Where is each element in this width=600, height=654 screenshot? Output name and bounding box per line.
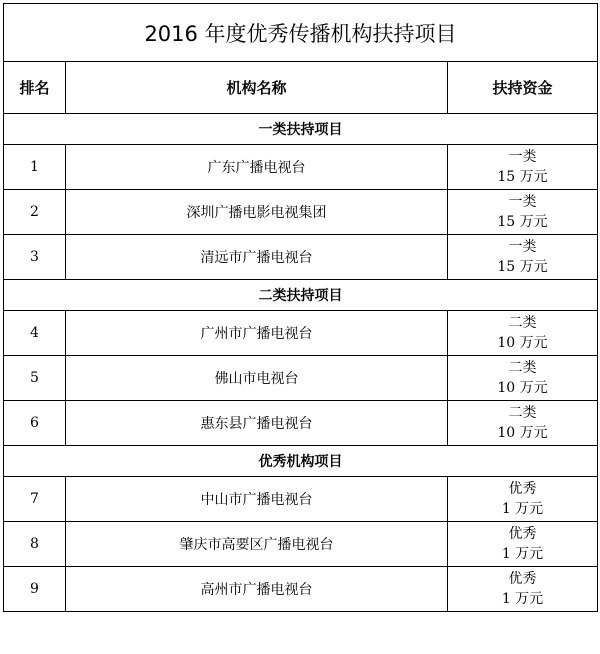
- table-row: [4, 401, 598, 446]
- funding-category: 优秀: [508, 526, 537, 542]
- funding-amount: 1 万元: [501, 501, 544, 517]
- org-cell: 惠东县广播电视台: [66, 401, 448, 446]
- org-cell: 深圳广播电影电视集团: [66, 190, 448, 235]
- org-cell: 佛山市电视台: [66, 356, 448, 401]
- section-label: 一类扶持项目: [4, 114, 598, 145]
- rank-cell: 3: [4, 235, 66, 280]
- funding-cell: [448, 145, 598, 190]
- title-row: [4, 4, 598, 62]
- funding-category: 一类: [508, 194, 537, 210]
- funding-amount: 10 万元: [497, 425, 548, 441]
- section-row: [4, 280, 598, 311]
- funding-cell: [448, 522, 598, 567]
- section-label: 二类扶持项目: [4, 280, 598, 311]
- funding-cell: [448, 311, 598, 356]
- funding-amount: 10 万元: [497, 380, 548, 396]
- funding-category: 优秀: [508, 571, 537, 587]
- header-rank: 排名: [4, 62, 66, 114]
- funding-amount: 15 万元: [497, 169, 548, 185]
- org-cell: 肇庆市高要区广播电视台: [66, 522, 448, 567]
- funding-category: 一类: [508, 149, 537, 165]
- header-row: [4, 62, 598, 114]
- funding-table: [3, 3, 598, 612]
- funding-category: 二类: [508, 315, 537, 331]
- funding-cell: [448, 356, 598, 401]
- funding-cell: [448, 567, 598, 612]
- funding-amount: 1 万元: [501, 591, 544, 607]
- table-title: 2016 年度优秀传播机构扶持项目: [4, 4, 598, 62]
- table-row: [4, 145, 598, 190]
- rank-cell: 4: [4, 311, 66, 356]
- header-funding: 扶持资金: [448, 62, 598, 114]
- funding-cell: [448, 401, 598, 446]
- funding-category: 优秀: [508, 481, 537, 497]
- table-row: [4, 522, 598, 567]
- section-label: 优秀机构项目: [4, 446, 598, 477]
- funding-category: 二类: [508, 360, 537, 376]
- rank-cell: 1: [4, 145, 66, 190]
- table-row: [4, 356, 598, 401]
- funding-category: 二类: [508, 405, 537, 421]
- header-org: 机构名称: [66, 62, 448, 114]
- section-row: [4, 446, 598, 477]
- rank-cell: 7: [4, 477, 66, 522]
- org-cell: 清远市广播电视台: [66, 235, 448, 280]
- org-cell: 高州市广播电视台: [66, 567, 448, 612]
- rank-cell: 5: [4, 356, 66, 401]
- org-cell: 广东广播电视台: [66, 145, 448, 190]
- org-cell: 广州市广播电视台: [66, 311, 448, 356]
- funding-cell: [448, 477, 598, 522]
- funding-category: 一类: [508, 239, 537, 255]
- section-row: [4, 114, 598, 145]
- rank-cell: 9: [4, 567, 66, 612]
- table-row: [4, 311, 598, 356]
- funding-amount: 10 万元: [497, 335, 548, 351]
- funding-amount: 15 万元: [497, 259, 548, 275]
- table-row: [4, 235, 598, 280]
- table-row: [4, 477, 598, 522]
- rank-cell: 2: [4, 190, 66, 235]
- funding-cell: [448, 235, 598, 280]
- funding-cell: [448, 190, 598, 235]
- org-cell: 中山市广播电视台: [66, 477, 448, 522]
- funding-amount: 1 万元: [501, 546, 544, 562]
- rank-cell: 8: [4, 522, 66, 567]
- rank-cell: 6: [4, 401, 66, 446]
- table-row: [4, 567, 598, 612]
- funding-amount: 15 万元: [497, 214, 548, 230]
- table-row: [4, 190, 598, 235]
